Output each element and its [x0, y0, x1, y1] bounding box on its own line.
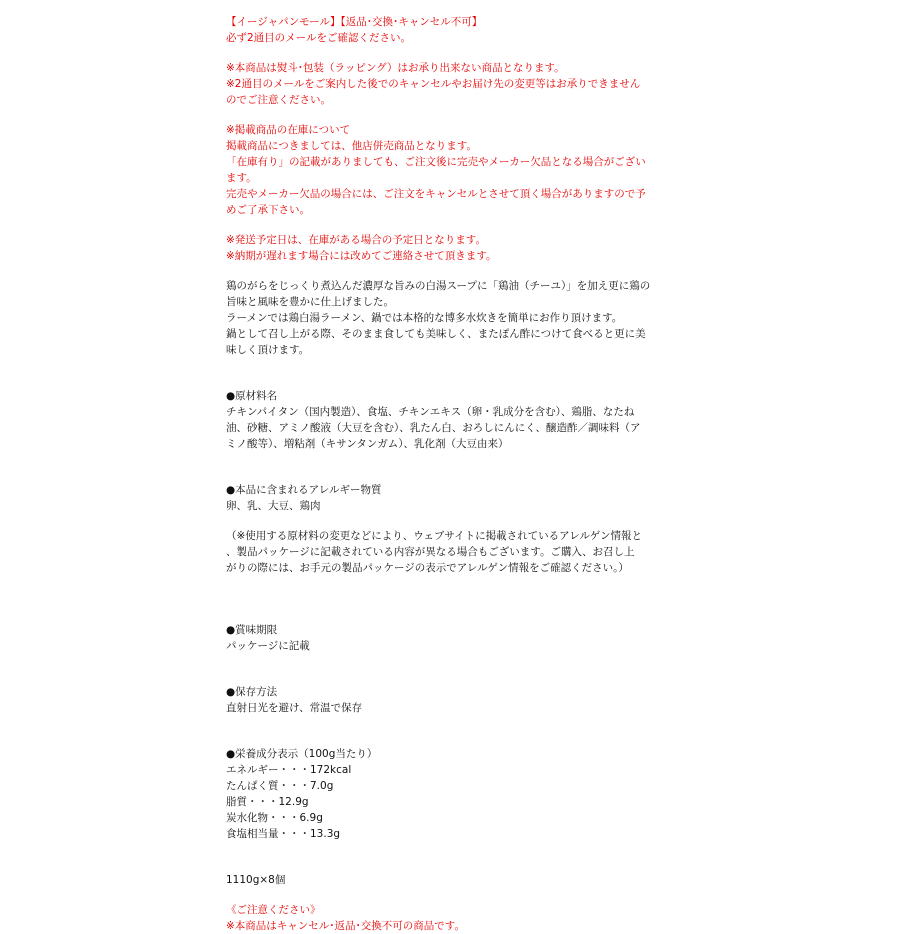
ingredients-line: ミノ酸等）、増粘剤（キサンタンガム）、乳化剤（大豆由来）	[226, 438, 509, 450]
description-line: 鶏のがらをじっくり煮込んだ濃厚な旨みの白湯スープに「鶏油（チーユ）」を加え更に鶏の	[226, 280, 651, 292]
wrapping-notice-line: ※本商品は熨斗･包装（ラッピング）はお承り出来ない商品となります。	[226, 62, 565, 74]
stock-notice-heading: ※掲載商品の在庫について	[226, 124, 351, 136]
nutrition-row: エネルギー・・・172kcal	[226, 764, 352, 776]
ingredients-heading: ●原材料名	[226, 390, 278, 402]
wrapping-notice	[226, 60, 646, 108]
description-line: 鍋として召し上がる際、そのまま食しても美味しく、またぽん酢につけて食べると更に美	[226, 328, 646, 340]
nutrition-row: たんぱく質・・・7.0g	[226, 780, 334, 792]
store-notice-line: 【イージャパンモール】【返品･交換･キャンセル不可】	[226, 16, 483, 28]
stock-notice	[226, 122, 646, 218]
description-line: ラーメンでは鶏白湯ラーメン、鍋では本格的な博多水炊きを簡単にお作り頂けます。	[226, 312, 623, 324]
nutrition-row: 炭水化物・・・6.9g	[226, 812, 323, 824]
nutrition-section	[226, 746, 646, 842]
ingredients-line: チキンパイタン（国内製造）、食塩、チキンエキス（卵・乳成分を含む）、鶏脂、なたね	[226, 406, 635, 418]
best-before-section	[226, 622, 646, 654]
stock-notice-line: ます。	[226, 172, 257, 184]
allergens-note-line: がりの際には、お手元の製品パッケージの表示でアレルゲン情報をご確認ください。）	[226, 562, 629, 574]
no-cancel-line: ※本商品はキャンセル･返品･交換不可の商品です。	[226, 920, 465, 932]
stock-notice-line: 「在庫有り」の記載がありましても、ご注文後に完売やメーカー欠品となる場合がござい	[226, 156, 646, 168]
storage-heading: ●保存方法	[226, 686, 278, 698]
nutrition-row: 食塩相当量・・・13.3g	[226, 828, 341, 840]
cancel-notice-line-cont: のでご注意ください。	[226, 94, 331, 106]
best-before-heading: ●賞味期限	[226, 624, 278, 636]
nutrition-row: 脂質・・・12.9g	[226, 796, 309, 808]
allergens-value: 卵、乳、大豆、鶏肉	[226, 500, 321, 512]
nutrition-heading: ●栄養成分表示（100g当たり）	[226, 748, 378, 760]
best-before-value: パッケージに記載	[226, 640, 310, 652]
product-text	[226, 278, 651, 358]
top-notice	[226, 14, 646, 46]
allergens-note-line: 、製品パッケージに記載されている内容が異なる場合もございます。ご購入、お召し上	[226, 546, 635, 558]
stock-notice-line: 完売やメーカー欠品の場合には、ご注文をキャンセルとさせて頂く場合がありますので予	[226, 188, 646, 200]
package-contents: 1110g×8個	[226, 874, 286, 886]
description-line: 旨味と風味を豊かに仕上げました。	[226, 296, 394, 308]
stock-notice-line: 掲載商品につきましては、他店併売商品となります。	[226, 140, 477, 152]
allergens-note-line: （※使用する原材料の変更などにより、ウェブサイトに掲載されているアレルゲン情報と	[226, 530, 643, 542]
cancel-notice-line: ※2通目のメールをご案内した後でのキャンセルやお届け先の変更等はお承りできません	[226, 78, 641, 90]
storage-section	[226, 684, 646, 716]
ingredients-section	[226, 388, 646, 452]
allergens-section	[226, 482, 646, 576]
delivery-delay-line: ※納期が遅れます場合には改めてご連絡させて頂きます。	[226, 250, 497, 262]
allergens-heading: ●本品に含まれるアレルギー物質	[226, 484, 382, 496]
shipping-notice	[226, 232, 646, 264]
storage-value: 直射日光を避け、常温で保存	[226, 702, 363, 714]
bottom-notice	[226, 902, 646, 934]
ingredients-line: 油、砂糖、アミノ酸液（大豆を含む）、乳たん白、おろしにんにく、醸造酢／調味料（ア	[226, 422, 641, 434]
caution-heading: 《ご注意ください》	[226, 904, 321, 916]
stock-notice-line: めご了承下さい。	[226, 204, 310, 216]
product-description	[226, 14, 651, 934]
description-line: 味しく頂けます。	[226, 344, 310, 356]
shipping-date-line: ※発送予定日は、在庫がある場合の予定日となります。	[226, 234, 486, 246]
email-confirm-line: 必ず2通目のメールをご確認ください。	[226, 32, 411, 44]
